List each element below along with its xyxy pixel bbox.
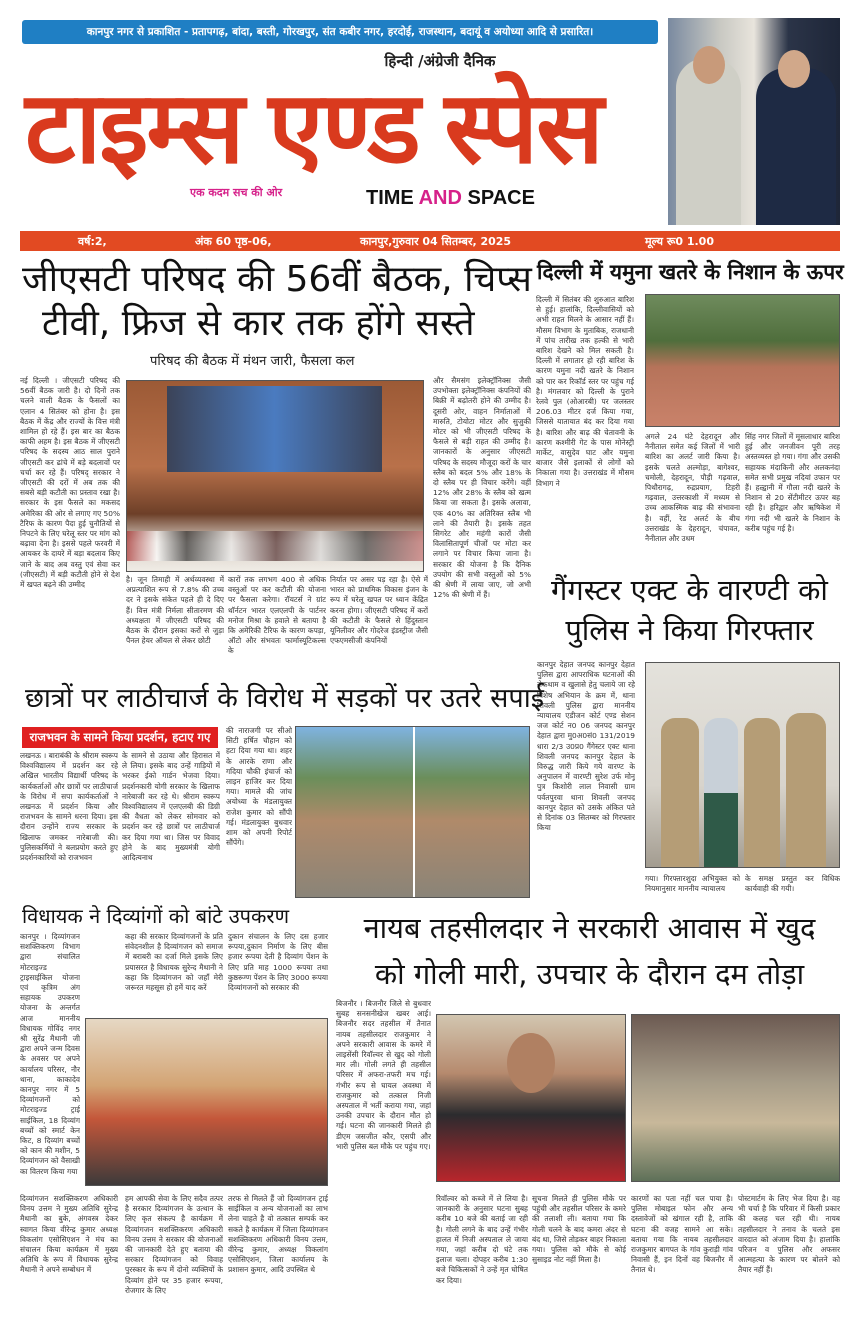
- gst-col3: कारों तक लगभग 400 से अधिक वस्तुओं पर कर कटौती की योजना पर फैसला करेगा। रॉयटर्स ने ग्रांट थॉर्नटन भारत एलएलपी के पार्टनर मनोज मिश्रा के हवाले से बताया है कि अमेरिकी टैरिफ के कारण कपड़ा, ऑटो और संभवतः फार्मास्यूटिकल्स के: [228, 575, 326, 656]
- yamuna-col2: अगले 24 घंटे देहरादून और नैनीताल समेत कई जिलों में भारी बारिश का अलर्ट जारी किया है। इसके चलते अल्मोड़ा, बागेश्वर, चमोली, देहरादून, पौड़ी गढ़वाल, पिथौरागढ़, रुद्रप्रयाग, टिहरी गढ़वाल, उत्तरकाशी में मध्यम से उच्च आकस्मिक बाढ़ की संभावना है। वहीं, रेड अलर्ट के बीच उत्तराखंड के देहरादून, चंपावत, नैनीताल और उधम: [645, 432, 740, 544]
- year: वर्ष:2,: [78, 234, 107, 248]
- lathicharge-col3: की नाराजगी पर सीओ सिटी हर्षित चौहान को हटा दिया गया था। शहर के आरके राणा और गदिया चौकी इंचार्ज को लाइन हाजिर कर दिया गया। मामले की जांच अयोध्या के मंडलायुक्त राजेश कुमार को सौंपी गई। मंडलायुक्त बुधवार शाम को अपनी रिपोर्ट सौंपेंगे।: [226, 726, 292, 848]
- gangster-caption2: के समक्ष प्रस्तुत कर विधिक कार्यवाही की गयी।: [745, 874, 840, 894]
- equipment-distribution-photo: [85, 1018, 328, 1186]
- tehsildar-col5: पोस्टमार्टम के लिए भेज दिया है। वह भी चर्चा है कि परिवार में किसी प्रकार की कलह चल रही थी। नायब तहसीलदार ने तनाव के चलते इस वारदात को अंजाम दिया है। हालांकि परिजन व पुलिस और अफसर आत्महत्या के कारण पर बोलने को तैयार नहीं हैं।: [738, 1194, 840, 1275]
- protest-photo: [295, 726, 530, 898]
- gst-col5: और सैमसंग इलेक्ट्रॉनिक्स जैसी उपभोक्ता इलेक्ट्रॉनिक्स कंपनियों की बिक्री में बढ़ोतरी होने की उम्मीद है। दूसरी ओर, वाहन निर्माताओं में मारुति, टोयोटा मोटर और सुजुकी मोटर को भी जीएसटी परिषद के फैसले से बड़ी राहत की उम्मीद है। जानकारों के अनुसार जीएसटी परिषद के सदस्य मौजूदा करों के चार स्लैब को बदल 5% और 18% के दो स्लैब पर ही विचार करेंगे। वहीं 12% और 28% के स्लैब को खत्म किया जा सकता है। इसके अलावा, एक 40% का अतिरिक्त स्लैब भी लाने की तैयारी है। इसके तहत सिगरेट और महंगी कारों जैसी विलासितापूर्ण चीजों पर मोटा कर लगाने पर विचार किया जाना है। सरकार की योजना है कि दैनिक उपयोग की सभी वस्तुओं को 5% की श्रेणी में लाया जाए, जो अभी 12% की श्रेणी में हैं।: [433, 376, 531, 600]
- vidhayak-col5: हम आपकी सेवा के लिए सदैव तत्पर है सरकार दिव्यांगजन के उत्थान के लिए कृत संकल्प है कार्यक्रम में दिव्यांगजन सशक्तिकरण अधिकारी विनय उत्तम ने सरकार की योजनाओं की जानकारी देते हुए बताया की सरकार दिव्यांगजन को विवाह पुरस्कार के रूप में दोनो व्यक्तियों के दिव्यांग होने पर 35 हजार रूपया, रोजगार के लिए: [125, 1194, 223, 1295]
- eng-time: TIME: [366, 187, 419, 209]
- vidhayak-headline: विधायक ने दिव्यांगों को बांटे उपकरण: [22, 904, 290, 928]
- gangster-caption1: गया। गिरफ्तारशुदा अभियुक्त को नियमानुसार माननीय न्यायालय: [645, 874, 740, 894]
- police-arrest-photo: [645, 662, 840, 868]
- tehsildar-col3: सूचना मिलते ही पुलिस मौके पर पहुंची और तहसील परिसर के कमरे की तलाशी ली। बताया गया कि गोली चलने के बाद कमरा अंदर से बंद था, जिसे तोड़कर बाहर निकाला गया। पुलिस को मौके से कोई सुसाइड नोट नहीं मिला है।: [532, 1194, 626, 1265]
- crime-scene-photo: [631, 1014, 840, 1182]
- masthead-logo: टाइम्स एण्ड स्पेस: [25, 72, 602, 184]
- tehsildar-portrait-photo: [436, 1014, 626, 1182]
- daily-label: हिन्दी /अंग्रेजी दैनिक: [384, 52, 496, 70]
- gst-headline-line1: जीएसटी परिषद की 56वीं बैठक, चिप्स: [22, 259, 532, 300]
- vidhayak-col6: तरफ से मिलते हैं जो दिव्यांगजन ट्राई साईकिल व अन्य योजनाओं का लाभ लेना चाहते है वो तत्काल सम्पर्क कर सकते है कार्यक्रम में जिला दिव्यांगजन सशक्तिकरण अधिकारी विनय उत्तम, वीरेन्द्र कुमार, अध्यक्ष विकलांग एसोसिएशन, जिला कार्यालय के प्रशासन कुमार, आदि उपस्थित थे: [228, 1194, 328, 1275]
- lathicharge-col1: लखनऊ । बाराबंकी के श्रीराम स्वरूप विश्वविद्यालय में प्रदर्शन कर रहे अखिल भारतीय विद्यार्थी परिषद के कार्यकर्ताओं और छात्रों पर लाठीचार्ज के विरोध में सपा कार्यकर्ताओं ने लखनऊ में प्रदर्शन किया और राजभवन के सामने धरना दिया। इस दौरान उन्होंने राज्य सरकार के खिलाफ जमकर नारेबाजी की। पुलिसकर्मियों ने बलप्रयोग करते हुए प्रदर्शनकारियों को राजभवन: [20, 751, 118, 863]
- vidhayak-col1: कानपुर । दिव्यांगजन सशक्तिकरण विभाग द्वारा संचालित मोटराइज्ड ट्राइसाईकिल योजना एवं कृत्रिम अंग सहायक उपकरण योजना के अन्तर्गत आज माननीय विधायक गोविंद नगर श्री सुरेंद्र मैथानी जी द्वारा अपने जन्म दिवस के अवसर पर अपने कार्यालय परिसर, नौर थाना, काकादेव कानपुर नगर में 5 दिव्यांगजनों को मोटराइज्ड ट्राई साईकिल, 18 दिव्यांग बच्चों को स्मार्ट केन किट, 8 दिव्यांग बच्चों को कान की मशीन, 5 दिव्यांगजन को वैसाखी का वितरण किया गया: [20, 932, 80, 1176]
- date: कानपुर,गुरुवार 04 सितम्बर, 2025: [360, 234, 512, 248]
- gst-meeting-photo: [126, 380, 424, 572]
- gst-subhead: परिषद की बैठक में मंथन जारी, फैसला कल: [150, 354, 355, 369]
- tehsildar-headline: [337, 905, 842, 997]
- gangster-headline-line1: गैंगस्टर एक्ट के वारण्टी को: [551, 573, 828, 607]
- tehsildar-headline-line1: नायब तहसीलदार ने सरकारी आवास में खुद: [363, 911, 816, 945]
- banner-text: कानपुर नगर से प्रकाशित - प्रतापगढ़, बांदा, बस्ती, गोरखपुर, संत कबीर नगर, हरदोई, राजस्थान, बदायूं व अयोध्या आदि से प्रसारित।: [86, 26, 594, 38]
- tehsildar-col2: रिवॉल्वर को कब्जे में ले लिया है। जानकारी के अनुसार घटना सुबह करीब 10 बजे की बताई जा रही है। गोली लगने के बाद उन्हें गंभीर हालत में निजी अस्पताल ले जाया गया, जहां करीब दो घंटे तक इलाज चला। दोपहर करीब 1:30 बजे चिकित्सकों ने उन्हें मृत घोषित कर दिया।: [436, 1194, 528, 1285]
- tehsildar-headline-line2: को गोली मारी, उपचार के दौरान दम तोड़ा: [374, 957, 805, 991]
- tehsildar-col1: बिजनौर । बिजनौर जिले से बुधवार सुबह सनसनीखेज खबर आई। बिजनौर सदर तहसील में तैनात नायब तहसीलदार राजकुमार ने अपने सरकारी आवास के कमरे में लाइसेंसी रिवॉल्वर से खुद को गोली मार ली। गोली लगते ही तहसील परिसर में अफरा-तफरी मच गई। गंभीर रूप से घायल अवस्था में राजकुमार को तत्काल निजी अस्पताल में भर्ती कराया गया, जहां उनकी उपचार के दौरान मौत हो गई। घटना की जानकारी मिलते ही डीएम जसजीत कौर, एसपी और भारी पुलिस बल मौके पर पहुंच गए।: [336, 999, 431, 1151]
- gst-headline-line2: टीवी, फ्रिज से कार तक होंगे सस्ते: [42, 303, 475, 344]
- yamuna-col3: सिंह नगर जिलों में मूसलाधार बारिश हुई और जनजीवन पूरी तरह अस्तव्यस्त हो गया। गंगा और उसकी सहायक मंदाकिनी और अलकनंदा समेत सभी प्रमुख नदियां उफान पर हैं। हल्द्वानी में गौला नदी खतरे के निशान से 20 सेंटीमीटर ऊपर बह रही है। हरिद्वार और ऋषिकेश में गंगा नदी भी खतरे के निशान के करीब पहुंच गई है।: [745, 432, 840, 533]
- tagline: एक कदम सच की ओर: [190, 186, 283, 199]
- distribution-banner: [22, 20, 658, 44]
- eng-space: SPACE: [461, 187, 535, 209]
- yamuna-headline: दिल्ली में यमुना खतरे के निशान के ऊपर: [537, 260, 844, 284]
- lathicharge-col2: के सामने से उठाया और हिरासत में ले लिया। इसके बाद उन्हें गाड़ियों में भरकर ईको गार्डन भेजवा दिया। प्रदर्शनकारी योगी सरकार के खिलाफ नारेबाजी कर रहे थे। श्रीराम स्वरूप विश्वविद्यालय में एलएलबी की डिग्री की वैधता को लेकर सोमवार को प्रदर्शन कर रहे छात्रों पर लाठीचार्ज कर दिया गया था। जिस पर विवाद होने के बाद मुख्यमंत्री योगी आदित्यनाथ: [122, 751, 220, 863]
- vidhayak-col3: दुकान संचालन के लिए दस हजार रूपया,दुकान निर्माण के लिए बीस हजार रूपया देती है दिव्यांग पेंशन के लिए प्रति माह 1000 रूपया तथा कुष्ठरूग्ण पेंशन के लिए 3000 रूपया दिव्यांगजनों को सरकार की: [228, 932, 328, 993]
- gst-headline: [22, 258, 532, 346]
- issue-info-bar: [20, 231, 840, 251]
- lathicharge-headline: छात्रों पर लाठीचार्ज के विरोध में सड़कों पर उतरे सपाई: [25, 683, 544, 714]
- gangster-col1: कानपुर देहात जनपद कानपुर देहात पुलिस द्वारा आपराधिक घटनाओं की रोकथाम व खुलासे हेतु चलाये जा रहे विशेष अभियान के क्रम में, थाना शिवली पुलिस द्वारा माननीय न्यायालय एडीजन कोर्ट एण्ड सेशन जज कोर्ट न0 06 जनपद कानपुर देहात द्वारा मु0अ0सं0 131/2019 धारा 2/3 उ0प्र0 गैंगेस्टर एक्ट थाना शिवली जनपद कानपुर देहात के विरुद्ध जारी किये गये वारण्ट के अनुपालन में वारण्टी सुरेश उर्फ मोनू पुत्र किशोरी लाल निवासी ग्राम पर्वतपुरवा थाना शिवली जनपद कानपुर देहात को उसके अंकित पते से दिनांक 03 सितम्बर को गिरफ्तार किया: [537, 660, 635, 833]
- gangster-headline: [537, 570, 842, 650]
- gst-col1: नई दिल्ली । जीएसटी परिषद की 56वीं बैठक जारी है। दो दिनों तक चलने वाली बैठक के फैसलों का एलान 4 सितंबर को होना है। इस बैठक में केंद्र और राज्यों के वित्त मंत्री शामिल हो रहे हैं। इस बार का बैठक काफी अहम है। इस बैठक में जीएसटी परिषद के सदस्य आठ साल पुराने जीएसटी कर ढांचे में बड़े बदलावों पर चर्चा कर रहे हैं। परिषद् सरकार ने जीएसटी की दरों में अब तक की सबसे बड़ी कटौती का प्रस्ताव रखा है। सरकार के इस फैसले का मकसद अमेरिका की ओर से लगाए गए 50% टैरिफ के कारण पैदा हुई चुनौतियों से निपटने के लिए घरेलू स्तर पर मांग को बढ़ावा देना है। इससे पहले फरवरी में आयकर के दायरे में बड़ा बदलाव किए जाने के बाद अब वस्तु एवं सेवा कर (जीएसटी) में बड़ी कटौती होने से देश में खपत बढ़ने की उम्मीद: [20, 376, 120, 590]
- tehsildar-col4: कारणों का पता नहीं चल पाया है। पुलिस मोबाइल फोन और अन्य दस्तावेजों को खंगाल रही है, ताकि घटना की वजह सामने आ सके। बताया गया कि नायब तहसीलदार राजकुमार बागपत के गांव कुराड़ी गांव निवासी हैं, इन दिनों वह बिजनौर में तैनात थे।: [631, 1194, 733, 1275]
- gst-col2: है। जून तिमाही में अर्थव्यवस्था में अप्रत्याशित रूप से 7.8% की उच्च दर ने इसके संकेत पहले ही दे दिए हैं। वित्त मंत्री निर्मला सीतारमण की अध्यक्षता में जीएसटी परिषद की बैठक के दौरान इसका करों से जुड़ा पैनल हेयर ऑयल से लेकर छोटी: [126, 575, 224, 646]
- eng-and: AND: [418, 187, 462, 209]
- yamuna-col1: दिल्ली में सितंबर की शुरुआत बारिश से हुई। हालांकि, दिल्लीवासियों को अभी राहत मिलने के आसार नहीं हैं। मौसम विभाग के मुताबिक, राजधानी में पांच तारीख तक हल्की से भारी बारिश देखने को मिल सकती है। दिल्ली में लगातार हो रही बारिश के कारण यमुना नदी खतरे के निशान को पार कर रिकॉर्ड स्तर पर पहुंच गई है। मंगलवार को दिल्ली के पुराने रेलवे पुल (ओआरबी) पर जलस्तर 206.03 मीटर दर्ज किया गया, जिससे यातायात बंद कर दिया गया है। बारिश और बाढ़ की चेतावनी के कारण कश्मीरी गेट के पास मोनेस्ट्री मार्केट, वासुदेव घाट और यमुना बाजार जैसे इलाकों से लोगों को निकाला गया है। उत्तराखंड में मौसम विभाग ने: [536, 295, 634, 488]
- lathicharge-subhead: राजभवन के सामने किया प्रदर्शन, हटाए गए: [22, 727, 218, 748]
- vidhayak-col2: कहा की सरकार दिव्यांगजनों के प्रति संवेदनशील है दिव्यांगजन को समाज में बराबरी का दर्जा मिले इसके लिए प्रयासरत है विधायक सुरेन्द मैथानी ने कहा कि दिव्यांगजन को जहाँ मेरी जरूरत महसूस हो हमें याद करें: [125, 932, 223, 993]
- vidhayak-col4: दिव्यांगजन सशक्तिकरण अधिकारी विनय उत्तम ने मुख्य अतिथि सुरेन्द्र मैथानी का बुके, अंगवस्त्र देकर स्वागत किया वीरेन्द्र कुमार अध्यक्ष विकलांग एसोसिएशन ने मंच का संचालन किया कार्यक्रम में मुख्य अतिथि के रूप में विधायक सुरेन्द्र मैथानी ने अपने सम्बोधन में: [20, 1194, 118, 1275]
- english-masthead: [366, 186, 535, 210]
- issue-pages: अंक 60 पृष्ठ-06,: [195, 234, 272, 248]
- gst-col4: निर्यात पर असर पड़ रहा है। ऐसे में भारत को प्राथमिक विकास इंजन के रूप में घरेलू खपत पर ध्यान केंद्रित करना होगा। जीएसटी परिषद में करों की कटौती के फैसले से हिंदुस्तान यूनिलीवर और गोदरेज इंडस्ट्रीज जैसी एफएमसीजी कंपनियों: [330, 575, 428, 646]
- gangster-headline-line2: पुलिस ने किया गिरफ्तार: [565, 613, 814, 647]
- leaders-handshake-photo: [668, 18, 840, 225]
- price: मूल्य रू0 1.00: [645, 234, 714, 248]
- flood-river-photo: [645, 294, 840, 427]
